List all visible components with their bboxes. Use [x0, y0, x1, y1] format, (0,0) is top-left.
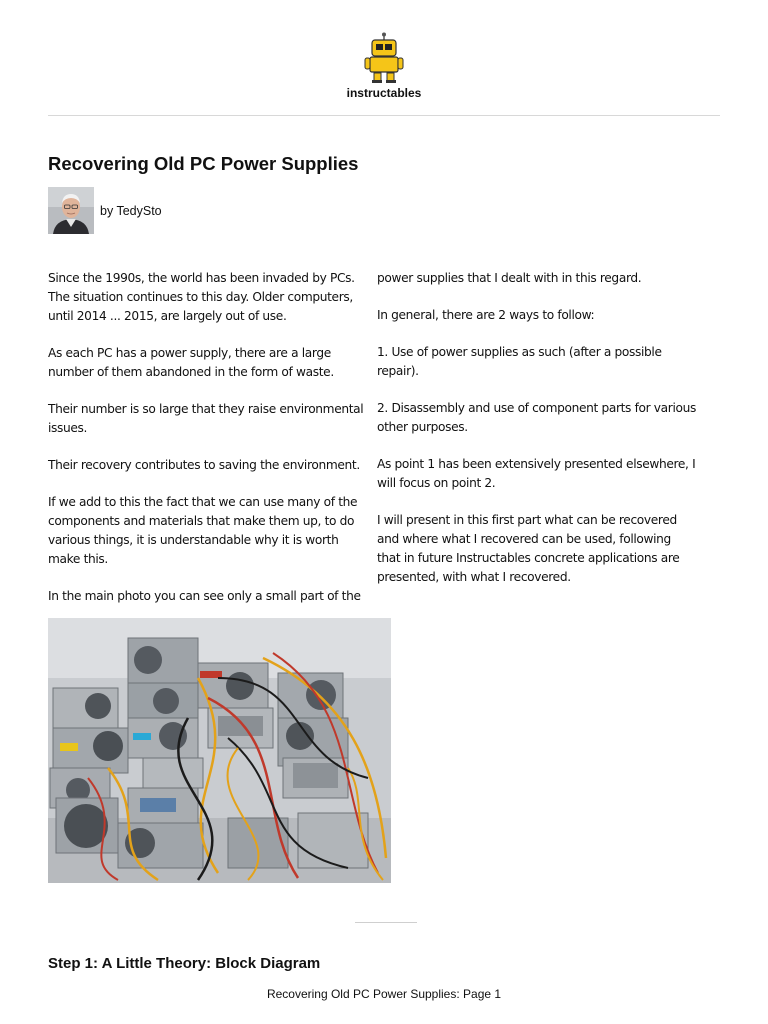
article-title: Recovering Old PC Power Supplies — [48, 153, 359, 174]
author-block — [48, 187, 162, 234]
site-logo[interactable] — [0, 32, 768, 100]
paragraph: Since the 1990s, the world has been invaded by PCs. The situation continues to this day. Older computers, until 2014 ... 2015, are largely out of use. — [48, 271, 355, 323]
step-divider — [355, 922, 417, 923]
author-avatar-icon[interactable] — [48, 187, 94, 234]
paragraph: I will present in this first part what can be recovered and where what I recovered can be used, following that in future Instructables concrete applications are presented, with what I recovered. — [377, 513, 680, 584]
paragraph: As each PC has a power supply, there are a large number of them abandoned in the form of waste. — [48, 346, 334, 379]
robot-mascot-icon — [362, 32, 406, 84]
page-footer: Recovering Old PC Power Supplies: Page 1 — [266, 987, 502, 1001]
site-name: instructables — [346, 86, 422, 100]
author-name[interactable]: by TedySto — [100, 203, 162, 218]
paragraph: If we add to this the fact that we can use many of the components and materials that make them up, to do various things, it is understandable why it is worth make this. — [48, 495, 358, 566]
paragraph: As point 1 has been extensively presented elsewhere, I will focus on point 2. — [377, 457, 696, 490]
paragraph: power supplies that I dealt with in this regard. — [377, 271, 642, 285]
paragraph: Their recovery contributes to saving the environment. — [48, 458, 360, 472]
paragraph: 2. Disassembly and use of component parts for various other purposes. — [377, 401, 696, 434]
main-photo-power-supplies[interactable] — [48, 618, 391, 883]
paragraph: 1. Use of power supplies as such (after a possible repair). — [377, 345, 662, 378]
article-body-right — [377, 269, 697, 605]
paragraph: In general, there are 2 ways to follow: — [377, 308, 595, 322]
paragraph: In the main photo you can see only a small part of the — [48, 589, 361, 603]
header-divider — [48, 115, 720, 116]
paragraph: Their number is so large that they raise environmental issues. — [48, 402, 364, 435]
article-body-left — [48, 269, 368, 624]
step-title: Step 1: A Little Theory: Block Diagram — [48, 955, 321, 972]
